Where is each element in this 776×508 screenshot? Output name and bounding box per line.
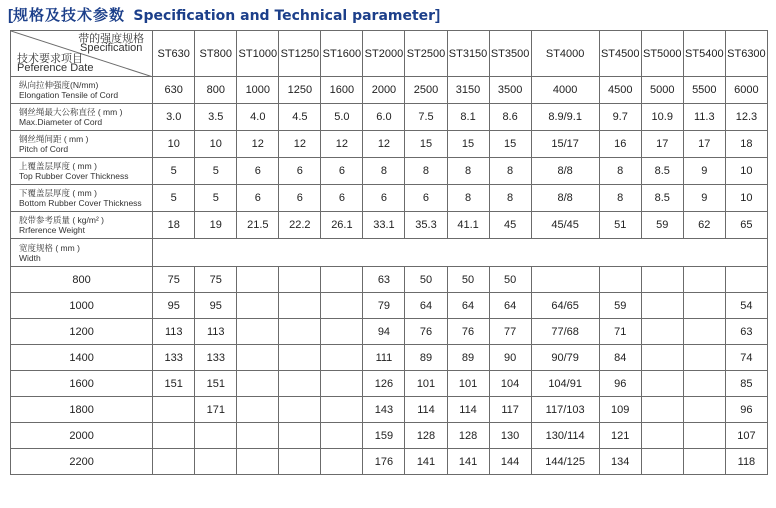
corner-top-cn: 带的强度规格 [78, 33, 145, 45]
width-value-cell [237, 267, 279, 293]
width-value-cell [279, 449, 321, 475]
width-value-cell [321, 371, 363, 397]
width-value-cell [195, 423, 237, 449]
param-value-cell: 16 [599, 131, 641, 158]
param-label-cn: 钢丝绳最大公称直径 ( mm ) [19, 107, 123, 117]
param-label-cn: 上覆盖层厚度 ( mm ) [19, 161, 97, 171]
param-value-cell: 15 [489, 131, 531, 158]
param-value-cell: 9.7 [599, 104, 641, 131]
width-value-cell: 75 [195, 267, 237, 293]
width-value-cell: 104 [489, 371, 531, 397]
param-value-cell: 8 [363, 158, 405, 185]
width-value-cell: 114 [405, 397, 447, 423]
param-label-cell [11, 212, 153, 239]
param-value-cell: 12.3 [725, 104, 767, 131]
width-value-cell: 144/125 [531, 449, 599, 475]
param-value-cell: 8/8 [531, 158, 599, 185]
param-value-cell: 11.3 [683, 104, 725, 131]
width-value-cell: 76 [405, 319, 447, 345]
param-value-cell: 8 [489, 185, 531, 212]
column-header-st5400: ST5400 [683, 31, 725, 77]
param-value-cell: 15 [447, 131, 489, 158]
width-value-cell: 75 [153, 267, 195, 293]
param-value-cell: 6 [321, 158, 363, 185]
title-english: Specification and Technical parameter [133, 8, 436, 24]
width-value-cell: 71 [599, 319, 641, 345]
width-value-cell: 117/103 [531, 397, 599, 423]
width-value-cell [683, 319, 725, 345]
param-value-cell: 5 [153, 185, 195, 212]
width-value-cell: 113 [195, 319, 237, 345]
width-header-cn: 宽度规格 ( mm ) [19, 242, 80, 253]
corner-top-en: Specification [80, 42, 143, 54]
width-value-cell: 133 [153, 345, 195, 371]
width-label-cell: 1400 [11, 345, 153, 371]
width-value-cell: 64 [405, 293, 447, 319]
width-value-cell [279, 423, 321, 449]
width-value-cell: 114 [447, 397, 489, 423]
param-label-cn: 下覆盖层厚度 ( mm ) [19, 188, 97, 198]
param-value-cell: 4500 [599, 77, 641, 104]
param-value-cell: 45/45 [531, 212, 599, 239]
param-value-cell: 10 [725, 158, 767, 185]
width-label-cell: 800 [11, 267, 153, 293]
param-value-cell: 8 [599, 185, 641, 212]
param-value-cell: 6000 [725, 77, 767, 104]
width-value-cell [725, 267, 767, 293]
width-row [11, 423, 768, 449]
corner-bottom-label [17, 55, 93, 73]
param-row [11, 212, 768, 239]
width-value-cell [683, 267, 725, 293]
width-value-cell [279, 319, 321, 345]
param-value-cell: 12 [237, 131, 279, 158]
width-value-cell [321, 449, 363, 475]
param-label-en: Max.Diameter of Cord [19, 117, 103, 127]
param-value-cell: 2500 [405, 77, 447, 104]
width-value-cell [531, 267, 599, 293]
width-value-cell [279, 397, 321, 423]
width-label-cell: 2200 [11, 449, 153, 475]
param-value-cell: 6.0 [363, 104, 405, 131]
param-value-cell: 10 [195, 131, 237, 158]
param-value-cell: 10 [153, 131, 195, 158]
param-value-cell: 3.0 [153, 104, 195, 131]
title-bracket-close: ] [435, 7, 441, 24]
param-row [11, 185, 768, 212]
width-label-cell: 1000 [11, 293, 153, 319]
width-value-cell: 128 [405, 423, 447, 449]
width-value-cell: 63 [725, 319, 767, 345]
width-value-cell [237, 345, 279, 371]
param-value-cell: 21.5 [237, 212, 279, 239]
width-value-cell: 111 [363, 345, 405, 371]
param-value-cell: 65 [725, 212, 767, 239]
width-value-cell [153, 397, 195, 423]
width-value-cell [641, 397, 683, 423]
param-value-cell: 8.5 [641, 158, 683, 185]
width-value-cell: 59 [599, 293, 641, 319]
param-value-cell: 18 [725, 131, 767, 158]
column-header-st630: ST630 [153, 31, 195, 77]
width-value-cell [237, 397, 279, 423]
param-value-cell: 8 [405, 158, 447, 185]
param-label-en: Bottom Rubber Cover Thickness [19, 198, 142, 208]
param-value-cell: 8 [599, 158, 641, 185]
width-value-cell [279, 293, 321, 319]
param-value-cell: 8/8 [531, 185, 599, 212]
width-value-cell [641, 449, 683, 475]
width-value-cell: 90/79 [531, 345, 599, 371]
corner-top-label [78, 35, 144, 53]
width-header-row [11, 239, 768, 267]
param-value-cell: 8.9/9.1 [531, 104, 599, 131]
param-value-cell: 5.0 [321, 104, 363, 131]
width-value-cell: 107 [725, 423, 767, 449]
param-value-cell: 8.1 [447, 104, 489, 131]
width-value-cell: 133 [195, 345, 237, 371]
param-value-cell: 1600 [321, 77, 363, 104]
width-value-cell: 141 [447, 449, 489, 475]
width-row [11, 319, 768, 345]
width-value-cell [683, 293, 725, 319]
param-value-cell: 10.9 [641, 104, 683, 131]
width-value-cell: 90 [489, 345, 531, 371]
param-value-cell: 8.6 [489, 104, 531, 131]
width-value-cell: 159 [363, 423, 405, 449]
param-value-cell: 6 [363, 185, 405, 212]
column-header-st2500: ST2500 [405, 31, 447, 77]
width-value-cell [237, 293, 279, 319]
param-value-cell: 12 [363, 131, 405, 158]
param-value-cell: 22.2 [279, 212, 321, 239]
param-value-cell: 2000 [363, 77, 405, 104]
param-label-cn: 胶带参考质量 ( kg/m² ) [19, 215, 104, 225]
param-value-cell: 9 [683, 185, 725, 212]
column-header-st800: ST800 [195, 31, 237, 77]
width-value-cell: 89 [447, 345, 489, 371]
param-value-cell: 1250 [279, 77, 321, 104]
param-value-cell: 8 [489, 158, 531, 185]
param-value-cell: 59 [641, 212, 683, 239]
width-value-cell: 76 [447, 319, 489, 345]
param-label-cell [11, 131, 153, 158]
width-value-cell: 77 [489, 319, 531, 345]
width-value-cell [641, 293, 683, 319]
param-row [11, 104, 768, 131]
width-value-cell [641, 345, 683, 371]
param-label-cn: 钢丝绳间距 ( mm ) [19, 134, 89, 144]
column-header-st3500: ST3500 [489, 31, 531, 77]
width-label-cell: 2000 [11, 423, 153, 449]
column-header-st4000: ST4000 [531, 31, 599, 77]
width-value-cell: 64/65 [531, 293, 599, 319]
width-value-cell: 121 [599, 423, 641, 449]
param-value-cell: 45 [489, 212, 531, 239]
width-value-cell: 96 [725, 397, 767, 423]
width-value-cell: 130/114 [531, 423, 599, 449]
param-value-cell: 12 [321, 131, 363, 158]
param-value-cell: 26.1 [321, 212, 363, 239]
width-value-cell: 101 [447, 371, 489, 397]
title-bracket-open: [ [8, 7, 13, 24]
width-value-cell [683, 371, 725, 397]
width-value-cell [279, 345, 321, 371]
param-value-cell: 10 [725, 185, 767, 212]
width-value-cell: 141 [405, 449, 447, 475]
width-value-cell [153, 449, 195, 475]
param-value-cell: 33.1 [363, 212, 405, 239]
width-value-cell: 64 [489, 293, 531, 319]
width-value-cell: 77/68 [531, 319, 599, 345]
param-row [11, 77, 768, 104]
width-value-cell [641, 267, 683, 293]
width-value-cell: 79 [363, 293, 405, 319]
width-value-cell [237, 319, 279, 345]
param-value-cell: 9 [683, 158, 725, 185]
width-value-cell: 117 [489, 397, 531, 423]
width-value-cell: 95 [195, 293, 237, 319]
width-label-cell: 1200 [11, 319, 153, 345]
width-value-cell [195, 449, 237, 475]
param-value-cell: 12 [279, 131, 321, 158]
width-value-cell: 126 [363, 371, 405, 397]
width-value-cell: 101 [405, 371, 447, 397]
param-label-cn: 纵向拉伸强度(N/mm) [19, 80, 99, 90]
width-value-cell: 85 [725, 371, 767, 397]
param-value-cell: 3500 [489, 77, 531, 104]
column-header-st1250: ST1250 [279, 31, 321, 77]
width-value-cell: 50 [489, 267, 531, 293]
param-value-cell: 5500 [683, 77, 725, 104]
param-value-cell: 5 [153, 158, 195, 185]
width-value-cell: 54 [725, 293, 767, 319]
width-value-cell: 63 [363, 267, 405, 293]
width-value-cell [321, 267, 363, 293]
width-value-cell: 113 [153, 319, 195, 345]
param-label-en: Pitch of Cord [19, 144, 69, 154]
column-header-st1000: ST1000 [237, 31, 279, 77]
width-value-cell: 64 [447, 293, 489, 319]
param-value-cell: 4000 [531, 77, 599, 104]
width-row [11, 371, 768, 397]
width-value-cell: 96 [599, 371, 641, 397]
param-value-cell: 17 [683, 131, 725, 158]
width-value-cell [683, 449, 725, 475]
width-label-cell: 1800 [11, 397, 153, 423]
width-value-cell: 143 [363, 397, 405, 423]
param-value-cell: 8.5 [641, 185, 683, 212]
width-value-cell [321, 319, 363, 345]
param-value-cell: 18 [153, 212, 195, 239]
param-value-cell: 15 [405, 131, 447, 158]
width-value-cell: 151 [195, 371, 237, 397]
width-row [11, 293, 768, 319]
param-value-cell: 6 [321, 185, 363, 212]
width-value-cell: 118 [725, 449, 767, 475]
header-row [11, 31, 768, 77]
width-header-blank [153, 239, 768, 267]
param-value-cell: 630 [153, 77, 195, 104]
param-value-cell: 6 [279, 158, 321, 185]
param-value-cell: 4.0 [237, 104, 279, 131]
width-value-cell: 74 [725, 345, 767, 371]
param-value-cell: 5000 [641, 77, 683, 104]
width-value-cell [237, 449, 279, 475]
width-value-cell: 50 [405, 267, 447, 293]
width-value-cell [683, 423, 725, 449]
param-value-cell: 800 [195, 77, 237, 104]
corner-bottom-en: Peference Date [17, 62, 94, 74]
param-value-cell: 3.5 [195, 104, 237, 131]
param-value-cell: 41.1 [447, 212, 489, 239]
width-value-cell [641, 423, 683, 449]
param-value-cell: 6 [279, 185, 321, 212]
param-value-cell: 5 [195, 158, 237, 185]
width-row [11, 345, 768, 371]
width-value-cell [641, 319, 683, 345]
column-header-st4500: ST4500 [599, 31, 641, 77]
param-value-cell: 17 [641, 131, 683, 158]
width-value-cell [279, 267, 321, 293]
param-value-cell: 4.5 [279, 104, 321, 131]
width-value-cell: 171 [195, 397, 237, 423]
width-value-cell [153, 423, 195, 449]
width-value-cell: 104/91 [531, 371, 599, 397]
width-value-cell: 109 [599, 397, 641, 423]
width-value-cell [321, 345, 363, 371]
width-value-cell [279, 371, 321, 397]
param-label-en: Elongation Tensile of Cord [19, 90, 119, 100]
param-value-cell: 1000 [237, 77, 279, 104]
width-value-cell [321, 423, 363, 449]
width-value-cell [237, 423, 279, 449]
param-value-cell: 7.5 [405, 104, 447, 131]
spec-table [10, 30, 768, 475]
param-value-cell: 5 [195, 185, 237, 212]
width-value-cell [321, 397, 363, 423]
width-row [11, 267, 768, 293]
param-value-cell: 6 [237, 185, 279, 212]
width-value-cell: 50 [447, 267, 489, 293]
width-value-cell: 84 [599, 345, 641, 371]
page-title [8, 3, 440, 29]
width-label-cell: 1600 [11, 371, 153, 397]
param-value-cell: 8 [447, 185, 489, 212]
width-value-cell [641, 371, 683, 397]
corner-bottom-cn: 技术要求项目 [17, 53, 83, 65]
width-value-cell: 176 [363, 449, 405, 475]
width-value-cell: 151 [153, 371, 195, 397]
param-value-cell: 35.3 [405, 212, 447, 239]
width-value-cell: 134 [599, 449, 641, 475]
column-header-st2000: ST2000 [363, 31, 405, 77]
param-label-cell [11, 77, 153, 104]
width-value-cell: 130 [489, 423, 531, 449]
param-value-cell: 3150 [447, 77, 489, 104]
width-value-cell: 144 [489, 449, 531, 475]
width-value-cell: 94 [363, 319, 405, 345]
param-label-cell [11, 158, 153, 185]
spec-table-body [11, 31, 768, 475]
width-row [11, 397, 768, 423]
width-value-cell [321, 293, 363, 319]
param-label-en: Top Rubber Cover Thickness [19, 171, 129, 181]
column-header-st5000: ST5000 [641, 31, 683, 77]
width-value-cell [599, 267, 641, 293]
param-label-cell [11, 185, 153, 212]
param-value-cell: 19 [195, 212, 237, 239]
width-value-cell: 128 [447, 423, 489, 449]
width-value-cell: 89 [405, 345, 447, 371]
width-value-cell [683, 345, 725, 371]
param-label-cell [11, 104, 153, 131]
width-value-cell: 95 [153, 293, 195, 319]
param-label-en: Rrference Weight [19, 225, 85, 235]
title-chinese: 规格及技术参数 [13, 7, 126, 24]
param-value-cell: 6 [405, 185, 447, 212]
param-value-cell: 15/17 [531, 131, 599, 158]
width-header-en: Width [19, 252, 41, 263]
width-value-cell [683, 397, 725, 423]
param-row [11, 158, 768, 185]
column-header-st1600: ST1600 [321, 31, 363, 77]
width-row [11, 449, 768, 475]
column-header-st6300: ST6300 [725, 31, 767, 77]
column-header-st3150: ST3150 [447, 31, 489, 77]
width-header-cell [11, 239, 153, 267]
param-row [11, 131, 768, 158]
param-value-cell: 6 [237, 158, 279, 185]
param-value-cell: 62 [683, 212, 725, 239]
param-value-cell: 51 [599, 212, 641, 239]
header-corner-cell [11, 31, 153, 77]
width-value-cell [237, 371, 279, 397]
param-value-cell: 8 [447, 158, 489, 185]
